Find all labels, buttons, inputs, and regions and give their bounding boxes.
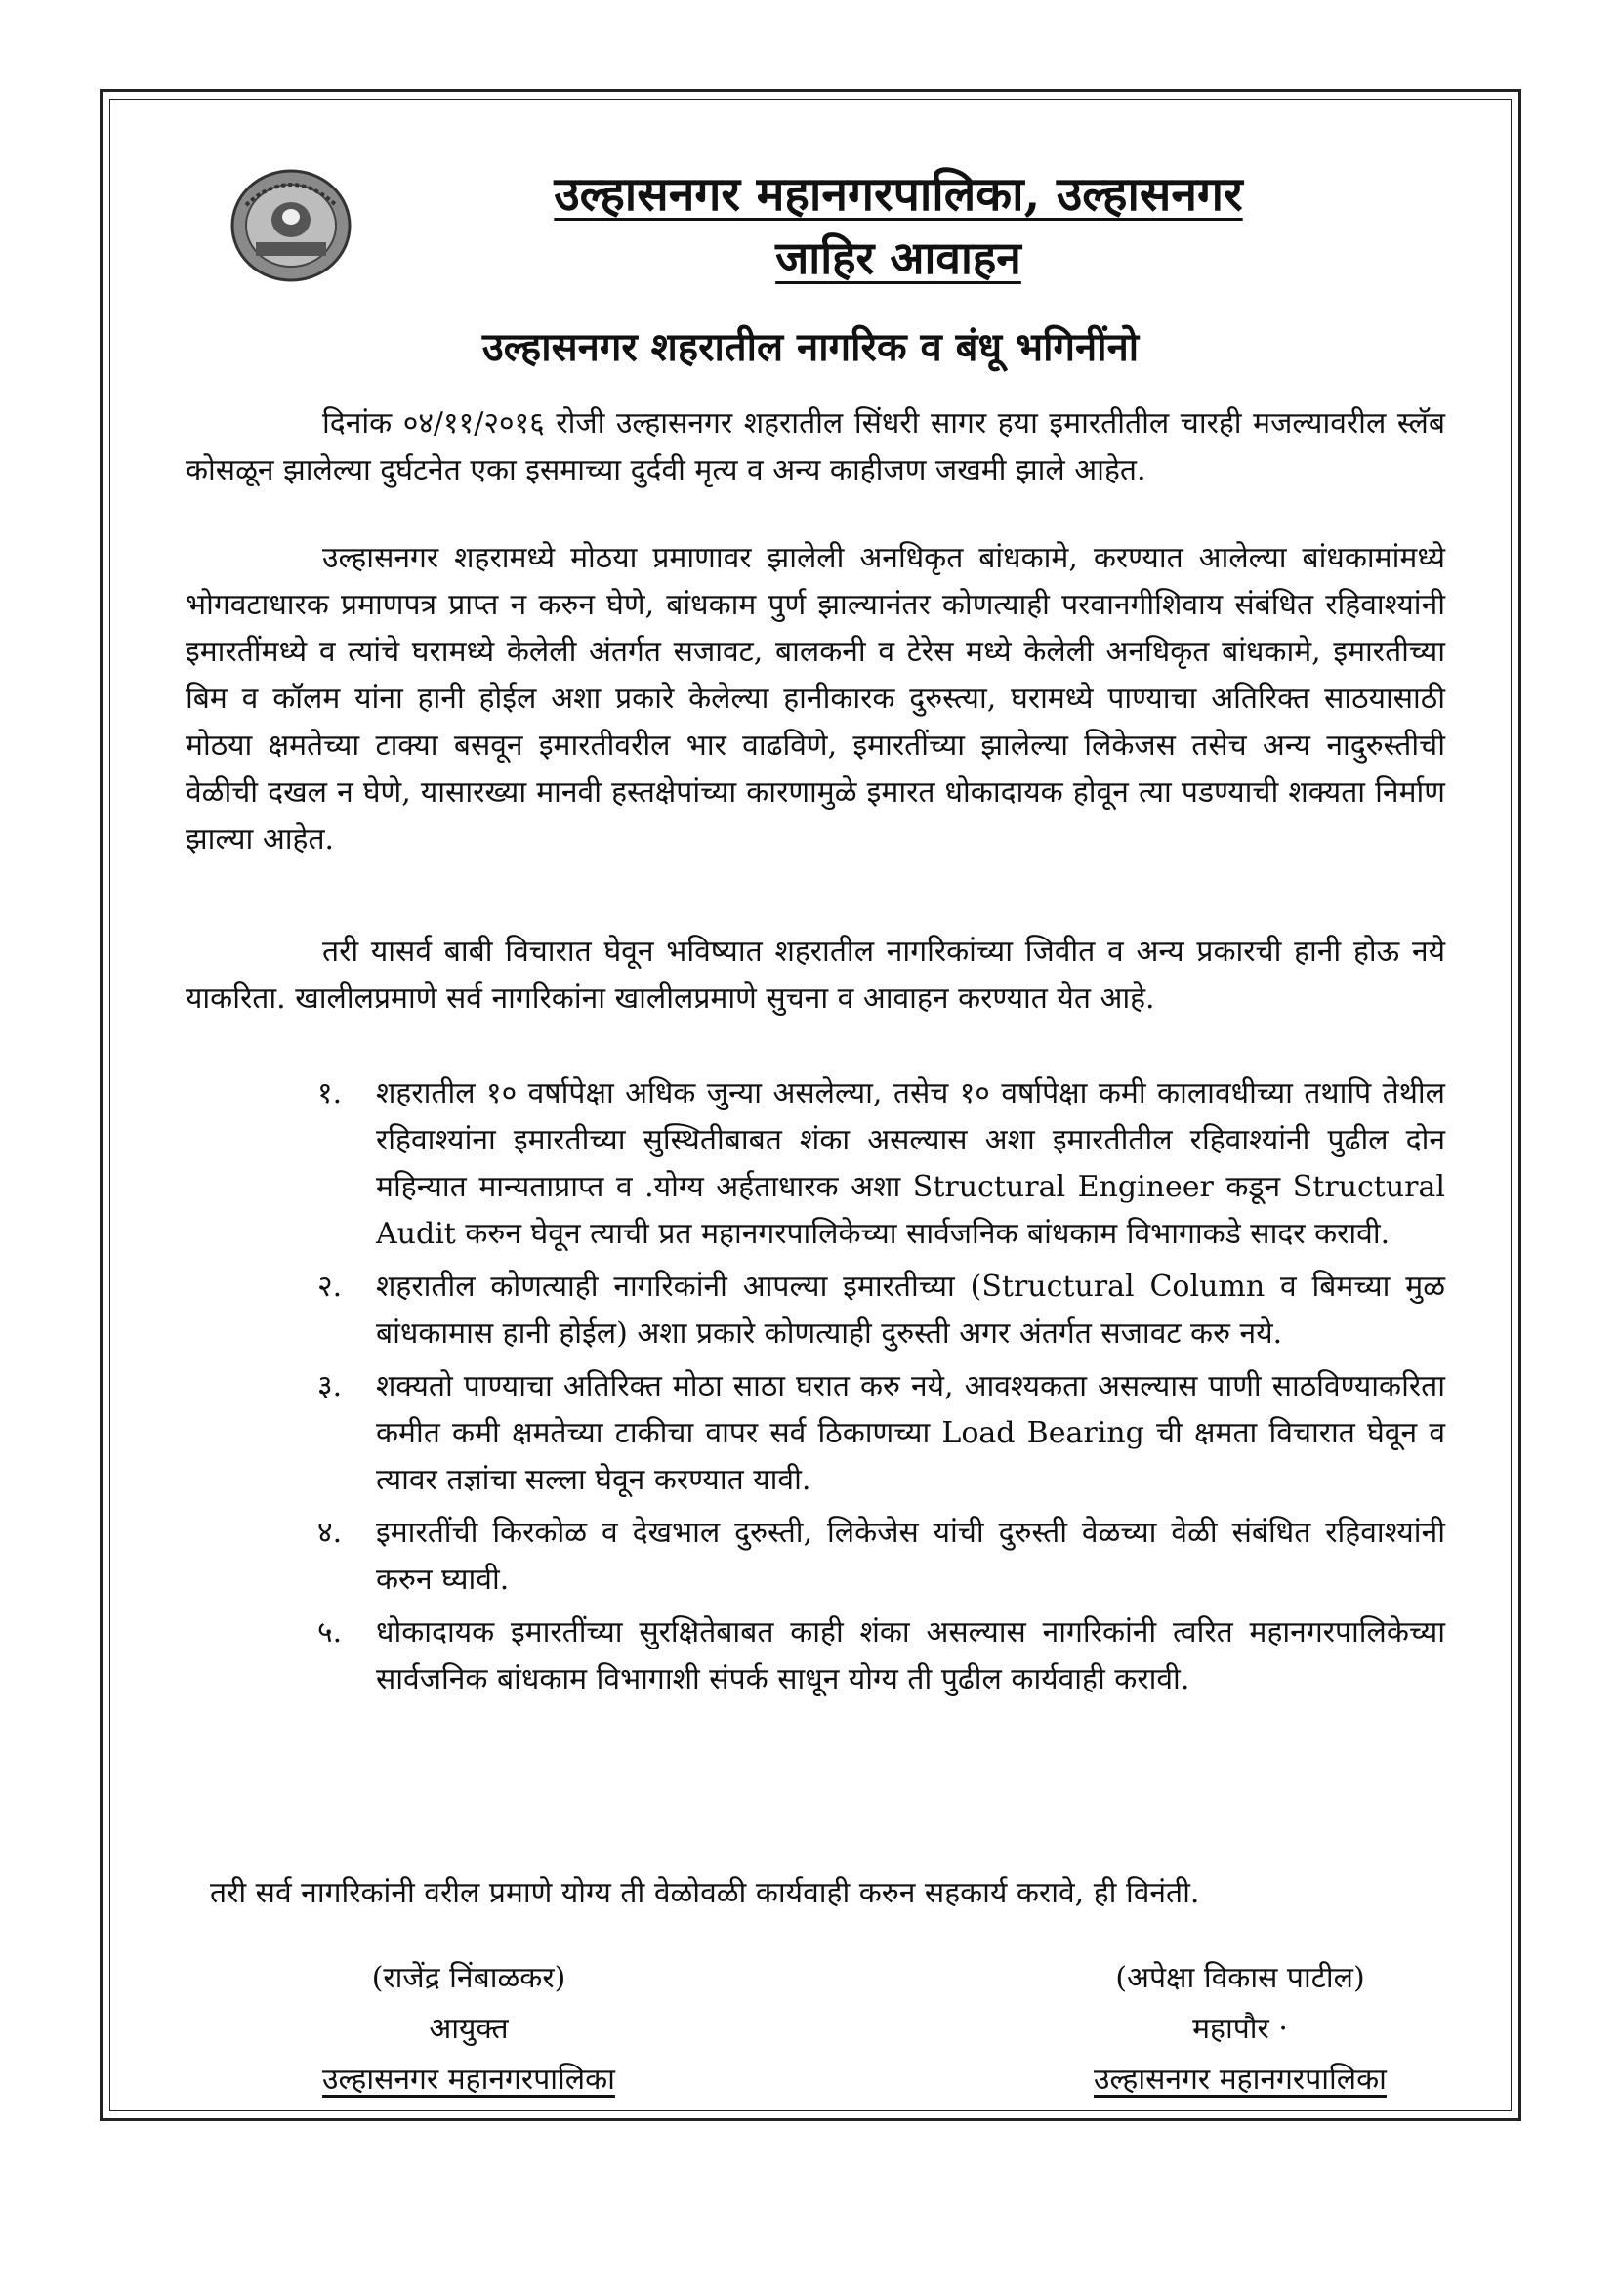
item-number: ४. [317,1516,343,1550]
page-subtitle: जाहिर आवाहन [775,231,1021,284]
item-text: इमारतींची किरकोळ व देखभाल दुरुस्ती, लिकेजेस यांची दुरुस्ती वेळच्या वेळी संबंधित रहिवाश्यांनी करुन घ्यावी. [376,1516,1445,1597]
municipal-seal-icon [227,166,355,285]
signatory-designation: आयुक्त [429,2012,509,2046]
item-number: ३. [317,1369,343,1403]
signatory-name: (अपेक्षा विकास पाटील) [1115,1961,1365,1995]
signatory-organization: उल्हासनगर महानगरपालिका [322,2063,615,2097]
paragraph-text: तरी यासर्व बाबी विचारात घेवून भविष्यात शहरातील नागरिकांच्या जिवीत व अन्य प्रकारची हानी होऊ नये याकरिता. खालीलप्रमाणे सर्व नागरिकांना खालीलप्रमाणे सुचना व आवाहन करण्यात येत आहे. [186,935,1445,1016]
list-item [317,1609,1445,1703]
signatory-designation: महापौर · [1192,2012,1288,2046]
instruction-list [317,1070,1445,1709]
list-item [317,1070,1445,1258]
list-item [317,1264,1445,1357]
paragraph-appeal [186,929,1445,1026]
page-title: उल्हासनगर महानगरपालिका, उल्हासनगर [554,167,1243,222]
item-text: धोकादायक इमारतींच्या सुरक्षितेबाबत काही शंका असल्यास नागरिकांनी त्वरित महानगरपालिकेच्या सार्वजनिक बांधकाम विभागाशी संपर्क साधून योग्य ती पुढील कार्यवाही करावी. [376,1615,1445,1696]
signature-commissioner [264,1953,674,2106]
signature-mayor [1035,1953,1445,2106]
item-text: शहरातील १० वर्षापेक्षा अधिक जुन्या असलेल्या, तसेच १० वर्षापेक्षा कमी कालावधीच्या तथापि तेथील रहिवाश्यांना इमारतीच्या सुस्थितीबाबत शंका असल्यास अशा इमारतीतील रहिवाश्यांनी पुढील दोन महिन्यात मान्यताप्राप्त व .योग्य अर्हताधारक अशा Structural Engineer कडून Structural Audit करुन घेवून त्याची प्रत महानगरपालिकेच्या सार्वजनिक बांधकाम विभागाकडे सादर करावी. [376,1076,1445,1251]
paragraph-text: उल्हासनगर शहरामध्ये मोठया प्रमाणावर झालेली अनधिकृत बांधकामे, करण्यात आलेल्या बांधकामांमध्ये भोगवटाधारक प्रमाणपत्र प्राप्त न करुन घेणे, बांधकाम पुर्ण झाल्यानंतर कोणत्याही परवानगीशिवाय संबंधित रहिवाश्यांनी इमारतींमध्ये व त्यांचे घरामध्ये केलेली अंतर्गत सजावट, बालकनी व टेरेस मध्ये केलेली अनधिकृत बांधकामे, इमारतीच्या बिम व कॉलम यांना हानी होईल अशा प्रकारे केलेल्या हानीकारक दुरुस्त्या, घरामध्ये पाण्याचा अतिरिक्त साठयासाठी मोठया क्षमतेच्या टाक्या बसवून इमारतीवरील भार वाढविणे, इमारतींच्या झालेल्या लिकेजस तसेच अन्य नादुरुस्तीची वेळीची दखल न घेणे, यासारख्या मानवी हस्तक्षेपांच्या कारणामुळे इमारत धोकादायक होवून त्या पडण्याची शक्यता निर्माण झाल्या आहेत. [186,541,1445,856]
item-number: ५. [317,1615,343,1649]
item-text: शक्यतो पाण्याचा अतिरिक्त मोठा साठा घरात करु नये, आवश्यकता असल्यास पाणी साठविण्याकरिता कमीत कमी क्षमतेच्या टाकीचा वापर सर्व ठिकाणच्या Load Bearing ची क्षमता विचारात घेवून व त्यावर तज्ञांचा सल्ला घेवून करण्यात यावी. [376,1369,1445,1497]
item-text: शहरातील कोणत्याही नागरिकांनी आपल्या इमारतीच्या (Structural Column व बिमच्या मुळ बांधकामास हानी होईल) अशा प्रकारे कोणत्याही दुरुस्ती अगर अंतर्गत सजावट करु नये. [376,1270,1445,1351]
item-number: २. [317,1270,343,1304]
closing-request: तरी सर्व नागरिकांनी वरील प्रमाणे योग्य ती वेळोवळी कार्यवाही करुन सहकार्य करावे, ही विनंती. [210,1876,1200,1910]
signatory-name: (राजेंद्र निंबाळकर) [371,1961,566,1995]
paragraph-text: दिनांक ०४/११/२०१६ रोजी उल्हासनगर शहरातील सिंधरी सागर हया इमारतीतील चारही मजल्यावरील स्लॅब कोसळून झालेल्या दुर्घटनेत एका इसमाच्या दुर्दवी मृत्य व अन्य काहीजण जखमी झाले आहेत. [186,406,1445,487]
paragraph-incident [186,400,1445,498]
list-item [317,1363,1445,1504]
list-item [317,1510,1445,1604]
paragraph-causes [186,535,1445,867]
salutation: उल्हासनगर शहरातील नागरिक व बंधू भगिनींनो [481,324,1140,370]
item-number: १. [317,1076,343,1110]
signatory-organization: उल्हासनगर महानगरपालिका [1094,2063,1387,2097]
